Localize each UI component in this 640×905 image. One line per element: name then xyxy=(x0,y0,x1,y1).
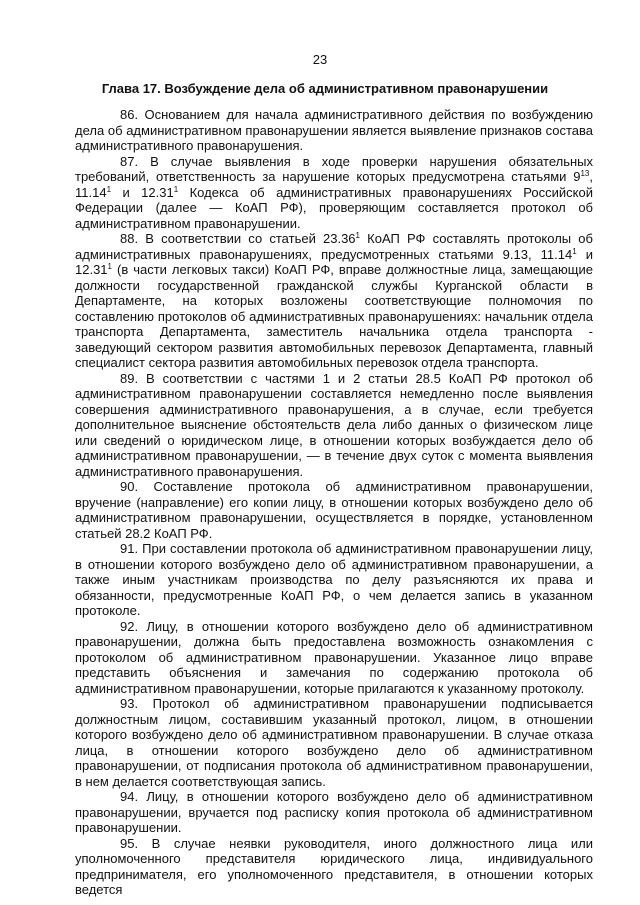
paragraph-text: 91. При составлении протокола об административном правонарушении лицу, в отношении которого возбуждено дело об административном правонарушении, а также иным участникам производства по делу разъясняются их права и обязанности, предусмотренные КоАП РФ, о чем делается запись в указанном протоколе. xyxy=(75,541,593,618)
paragraph-text: Кодекса об административных правонарушениях Российской Федерации (далее — КоАП РФ), проверяющим составляется протокол об административном правонарушении. xyxy=(75,184,593,231)
paragraph-text: 88. В соответствии со статьей 23.36 xyxy=(120,231,356,246)
paragraph-text: 93. Протокол об административном правонарушении подписывается должностным лицом, составившим указанный протокол, лицом, в отношении которого возбуждено дело об административном правонарушении. В случае отказа лица, в отношении которого возбуждено дело об административном правонарушении, от подписания протокола об административном правонарушении, в нем делается соответствующая запись. xyxy=(75,696,593,789)
paragraph xyxy=(75,231,593,371)
paragraph xyxy=(75,154,593,232)
paragraph-text: (в части легковых такси) КоАП РФ, вправе должностные лица, замещающие должности государственной гражданской службы Курганской области в Департаменте, на которых возложены соответствующие полномочия по составлению протоколов об административных правонарушениях: начальник отдела транспорта Департамента, заместитель начальника отдела транспорта - заведующий сектором развития автомобильных перевозок Департамента, главный специалист сектора развития автомобильных перевозок отдела транспорта. xyxy=(75,262,593,370)
paragraph xyxy=(75,789,593,836)
paragraph-text: , 11.14 xyxy=(75,169,593,200)
page-number: 23 xyxy=(312,52,328,67)
footnote-superscript: 1 xyxy=(173,184,179,194)
paragraph-text: 89. В соответствии с частями 1 и 2 статьи 28.5 КоАП РФ протокол об административном правонарушении составляется немедленно после выявления совершения административного правонарушения, а в случае, если требуется дополнительное выяснение обстоятельств дела либо данных о физическом лице или сведений о юридическом лице, в отношении которых возбуждается дело об административном правонарушении, — в течение двух суток с момента выявления административного правонарушения. xyxy=(75,370,593,479)
footnote-superscript: 1 xyxy=(355,231,360,240)
footnote-superscript: 1 xyxy=(106,184,112,194)
paragraph xyxy=(75,619,593,697)
paragraph-text: КоАП РФ составлять протоколы об административных правонарушениях, предусмотренных статьями 9.13, 11.14 xyxy=(75,231,593,262)
paragraph xyxy=(75,371,593,480)
paragraph-text: 86. Основанием для начала административного действия по возбуждению дела об административном правонарушении является выявление признаков состава административного правонарушения. xyxy=(75,107,593,153)
paragraph xyxy=(75,107,593,154)
paragraph xyxy=(75,479,593,541)
paragraph-text: и 12.31 xyxy=(111,184,174,200)
paragraph xyxy=(75,541,593,619)
paragraph xyxy=(75,836,593,898)
footnote-superscript: 13 xyxy=(580,169,590,178)
paragraph-text: 92. Лицу, в отношении которого возбуждено дело об административном правонарушении, должна быть предоставлена возможность ознакомления с протоколом об административном правонарушении. Указанное лицо вправе представить объяснения и замечания по содержанию протокола об административном правонарушении, которые прилагаются к указанному протоколу. xyxy=(75,618,593,696)
paragraph-text: 95. В случае неявки руководителя, иного должностного лица или уполномоченного представителя юридического лица, индивидуального предпринимателя, его уполномоченного представителя, в отношении которых ведется xyxy=(75,835,593,897)
document-body xyxy=(75,107,593,898)
paragraph xyxy=(75,696,593,789)
paragraph-text: 94. Лицу, в отношении которого возбуждено дело об административном правонарушении, вручается под расписку копия протокола об административном правонарушении. xyxy=(75,789,593,835)
chapter-title: Глава 17. Возбуждение дела об административном правонарушении xyxy=(101,81,549,96)
paragraph-text: 87. В случае выявления в ходе проверки нарушения обязательных требований, ответственность за нарушение которых предусмотрена статьями 9 xyxy=(75,153,593,184)
paragraph-text: и 12.31 xyxy=(75,246,594,277)
footnote-superscript: 1 xyxy=(572,246,577,256)
paragraph-text: 90. Составление протокола об административном правонарушении, вручение (направление) его копии лицу, в отношении которых возбуждено дело об административном правонарушении, осуществляется в порядке, установленном статьей 28.2 КоАП РФ. xyxy=(75,479,593,541)
footnote-superscript: 1 xyxy=(107,262,112,271)
